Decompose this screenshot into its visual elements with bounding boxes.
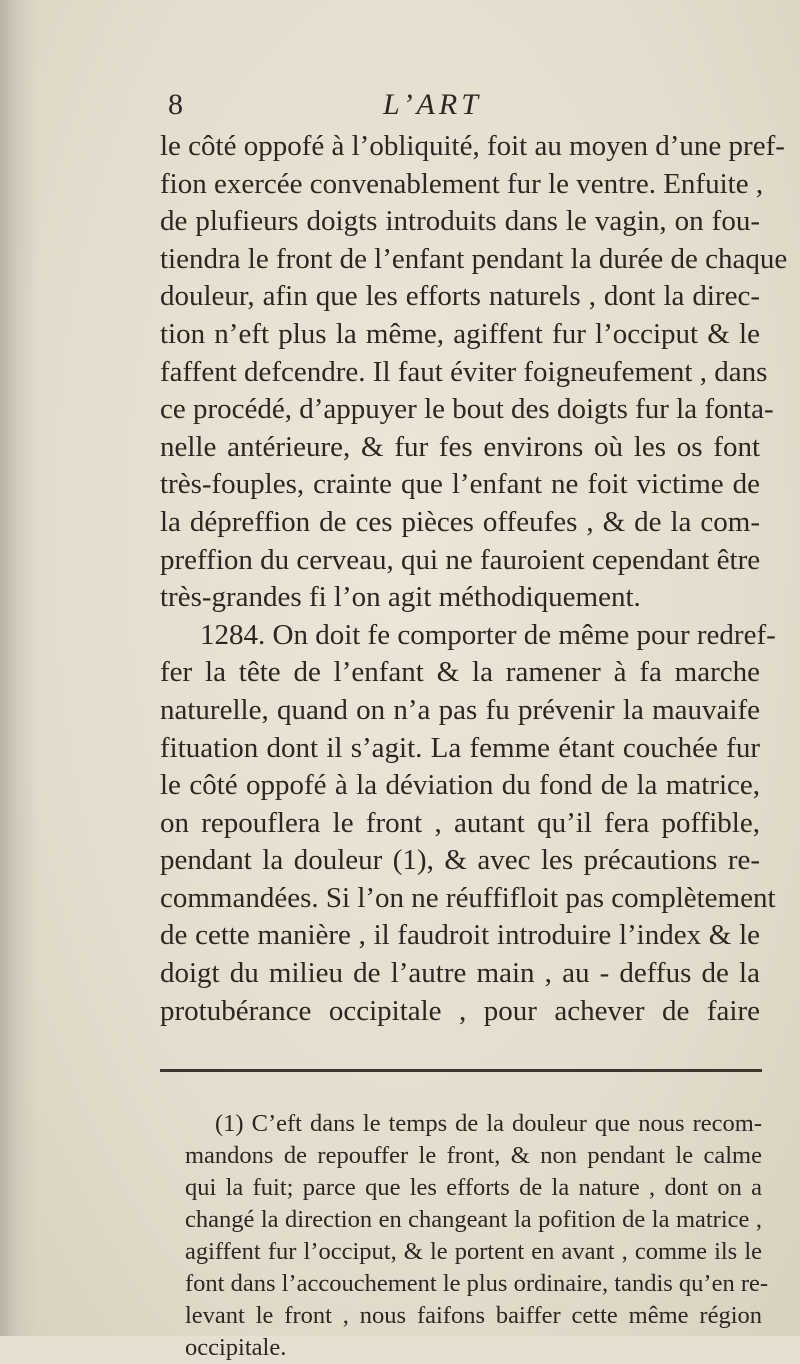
text-line: preffion du cerveau, qui ne fauroient cependant être [160,543,761,576]
paragraph-start-line: 1284. On doit fe comporter de même pour redref- [200,618,776,651]
footnote-line: changé la direction en changeant la pofition de la matrice , [185,1206,762,1233]
page-header [168,88,728,128]
text-line: la dépreffion de ces pièces offeufes , & de la com- [160,505,760,538]
footnote-line: levant le front , nous faifons baiffer cette même région [185,1302,762,1329]
text-line: de plufieurs doigts introduits dans le vagin, on fou- [160,205,760,238]
text-line: pendant la douleur (1), & avec les précautions re- [160,844,760,877]
text-line: protubérance occipitale , pour achever de faire [160,994,760,1027]
text-line: doigt du milieu de l’autre main , au - deffus de la [160,957,760,990]
text-line: le côté oppofé à l’obliquité, foit au moyen d’une pref- [160,130,785,162]
text-line: nelle antérieure, & fur fes environs où les os font [160,430,760,463]
main-text [160,128,788,1030]
text-line: très-fouples, crainte que l’enfant ne foit victime de [160,468,760,501]
text-line: de cette manière , il faudroit introduire l’index & le [160,919,760,952]
text-line: très-grandes fi l’on agit méthodiquement. [160,581,641,614]
running-head: L’ART [383,88,482,121]
text-line: fion exercée convenablement fur le ventre. Enfuite , [160,167,764,200]
footnote-line: mandons de repouffer le front, & non pendant le calme [185,1142,762,1169]
footnote-line: (1) C’eft dans le temps de la douleur que nous recom- [215,1110,762,1137]
footnote-line: occipitale. [185,1334,287,1361]
footnote-line: font dans l’accouchement le plus ordinaire, tandis qu’en re- [185,1270,769,1297]
page-number: 8 [168,88,183,121]
footnote-line: agiffent fur l’occiput, & le portent en avant , comme ils le [185,1238,762,1265]
text-line: douleur, afin que les efforts naturels , dont la direc- [160,280,760,313]
text-line: on repouflera le front , autant qu’il fera poffible, [160,806,760,839]
footnote-line: qui la fuit; parce que les efforts de la nature , dont on a [185,1174,762,1201]
text-line: tiendra le front de l’enfant pendant la durée de chaque [160,242,788,275]
binding-shadow [0,0,38,1336]
text-line: ce procédé, d’appuyer le bout des doigts fur la fonta- [160,393,774,426]
text-line: fituation dont il s’agit. La femme étant couchée fur [160,731,760,764]
footnote [185,1108,769,1364]
text-line: naturelle, quand on n’a pas fu prévenir la mauvaife [160,693,760,726]
text-line: fer la tête de l’enfant & la ramener à fa marche [160,656,760,689]
text-line: le côté oppofé à la déviation du fond de la matrice, [160,769,760,802]
text-line: tion n’eft plus la même, agiffent fur l’occiput & le [160,317,760,350]
footnote-divider [160,1069,762,1072]
text-line: faffent defcendre. Il faut éviter foigneufement , dans [160,355,768,388]
text-line: commandées. Si l’on ne réuffifloit pas complètement [160,881,776,914]
